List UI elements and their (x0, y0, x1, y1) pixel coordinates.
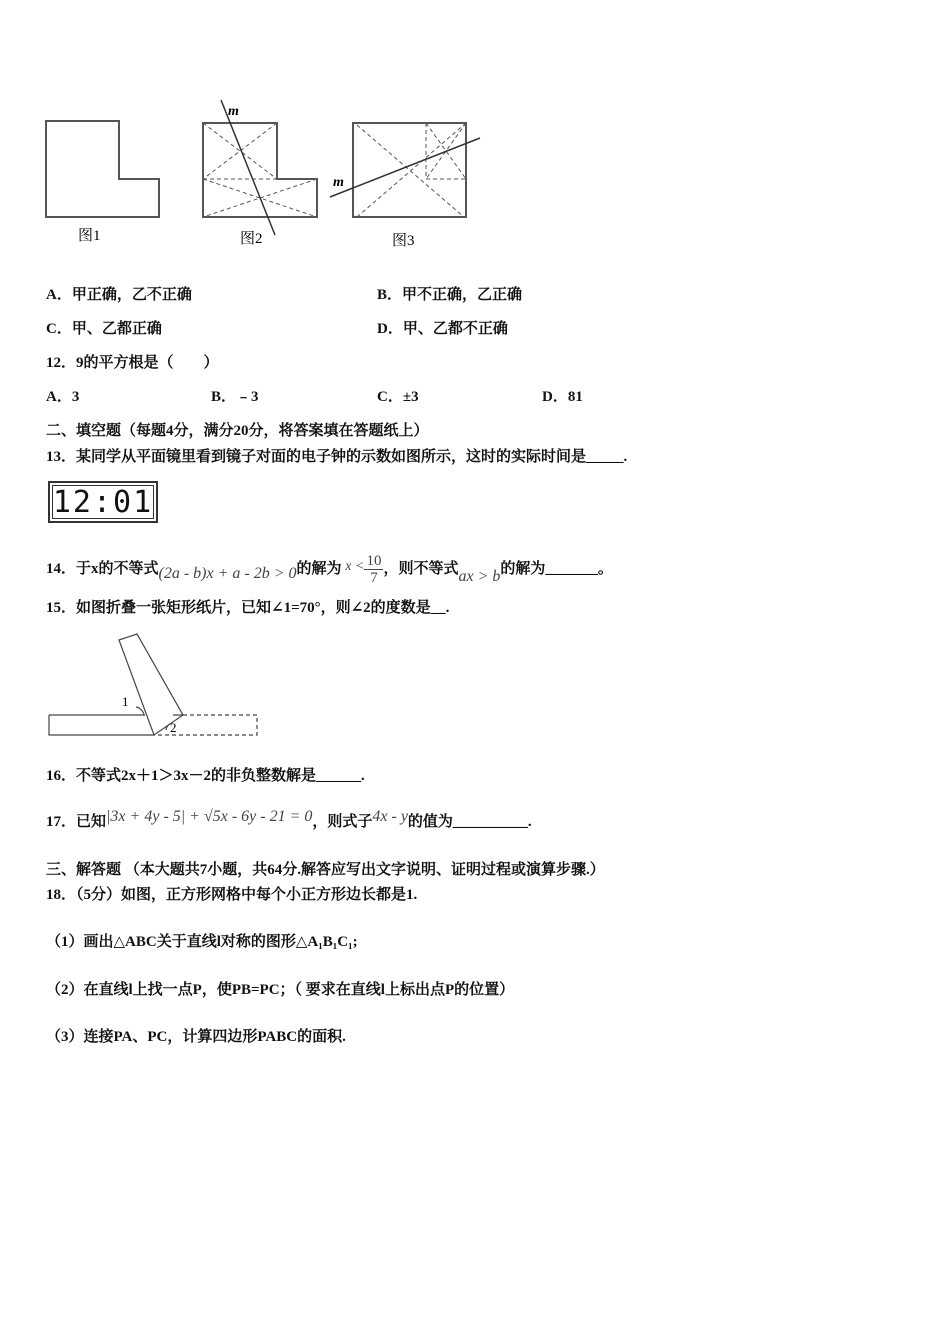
angle-2-label: 2 (170, 720, 177, 735)
q17-text-3: 的值为__________. (407, 814, 532, 830)
section2-heading: 二、填空题（每题4分，满分20分，将答案填在答题纸上） (46, 423, 429, 439)
line-m-label-1: m (228, 104, 239, 119)
q17-expression: 4x - y (372, 808, 408, 825)
fig2-caption: 图2 (240, 231, 263, 247)
clock-reading: 12:01 (52, 484, 154, 520)
q11-option-c: C．甲、乙都正确 (46, 321, 162, 337)
folded-paper-figure (40, 630, 270, 745)
q11-option-b: B．甲不正确，乙正确 (377, 287, 523, 303)
q14-text-1: 14．于x的不等式 (46, 560, 159, 577)
q12-option-a: A．3 (46, 389, 80, 405)
q14-numerator: 10 (366, 553, 382, 569)
q16-stem: 16．不等式2x＋1＞3x－2的非负整数解是______. (46, 768, 365, 784)
q14-fraction (364, 553, 383, 586)
q18-part2: （2）在直线l上找一点P，使PB=PC；（ 要求在直线l上标出点P的位置） (46, 982, 515, 998)
q18-part3: （3）连接PA、PC，计算四边形PABC的面积. (46, 1029, 346, 1045)
q13-stem: 13．某同学从平面镜里看到镜子对面的电子钟的示数如图所示，这时的实际时间是_____. (46, 449, 628, 465)
q12-option-d: D．81 (542, 389, 583, 405)
q11-option-a: A．甲正确，乙不正确 (46, 287, 192, 303)
q14-line (46, 553, 613, 586)
q17-equation: |3x + 4y - 5| + √5x - 6y - 21 = 0 (106, 808, 313, 825)
q18-part1: （1）画出△ABC关于直线l对称的图形△A₁B₁C₁; (46, 934, 358, 950)
angle-1-label: 1 (122, 694, 129, 709)
section3-heading: 三、解答题 （本大题共7小题，共64分.解答应写出文字说明、证明过程或演算步骤.） (46, 862, 605, 878)
q14-x-lt: x < (345, 558, 365, 574)
digital-clock (48, 481, 158, 523)
q17-text-2: ，则式子 (312, 814, 373, 830)
q14-inequality-2: ax > b (458, 567, 501, 585)
q14-text-3: ，则不等式 (383, 560, 459, 577)
q14-inequality: (2a - b)x + a - 2b > 0 (158, 564, 297, 582)
q12-option-c: C．±3 (377, 389, 419, 405)
line-m-label-2: m (333, 175, 344, 190)
fig1-caption: 图1 (78, 228, 101, 244)
q14-text-2: 的解为 (296, 560, 342, 577)
q12-option-b: B．﹣3 (211, 389, 259, 405)
q17-text-1: 17．已知 (46, 814, 107, 830)
fig3-caption: 图3 (392, 233, 415, 249)
q11-option-d: D．甲、乙都不正确 (377, 321, 508, 337)
q12-stem: 12．9的平方根是（ ） (46, 355, 219, 371)
q18-stem: 18．（5分）如图，正方形网格中每个小正方形边长都是1. (46, 887, 418, 903)
q15-stem: 15．如图折叠一张矩形纸片，已知∠1=70°，则∠2的度数是__. (46, 600, 450, 616)
q17-line (46, 808, 532, 832)
q14-denominator: 7 (370, 570, 378, 586)
q14-text-4: 的解为_______。 (500, 560, 613, 577)
figure-fold-shapes (30, 90, 500, 260)
